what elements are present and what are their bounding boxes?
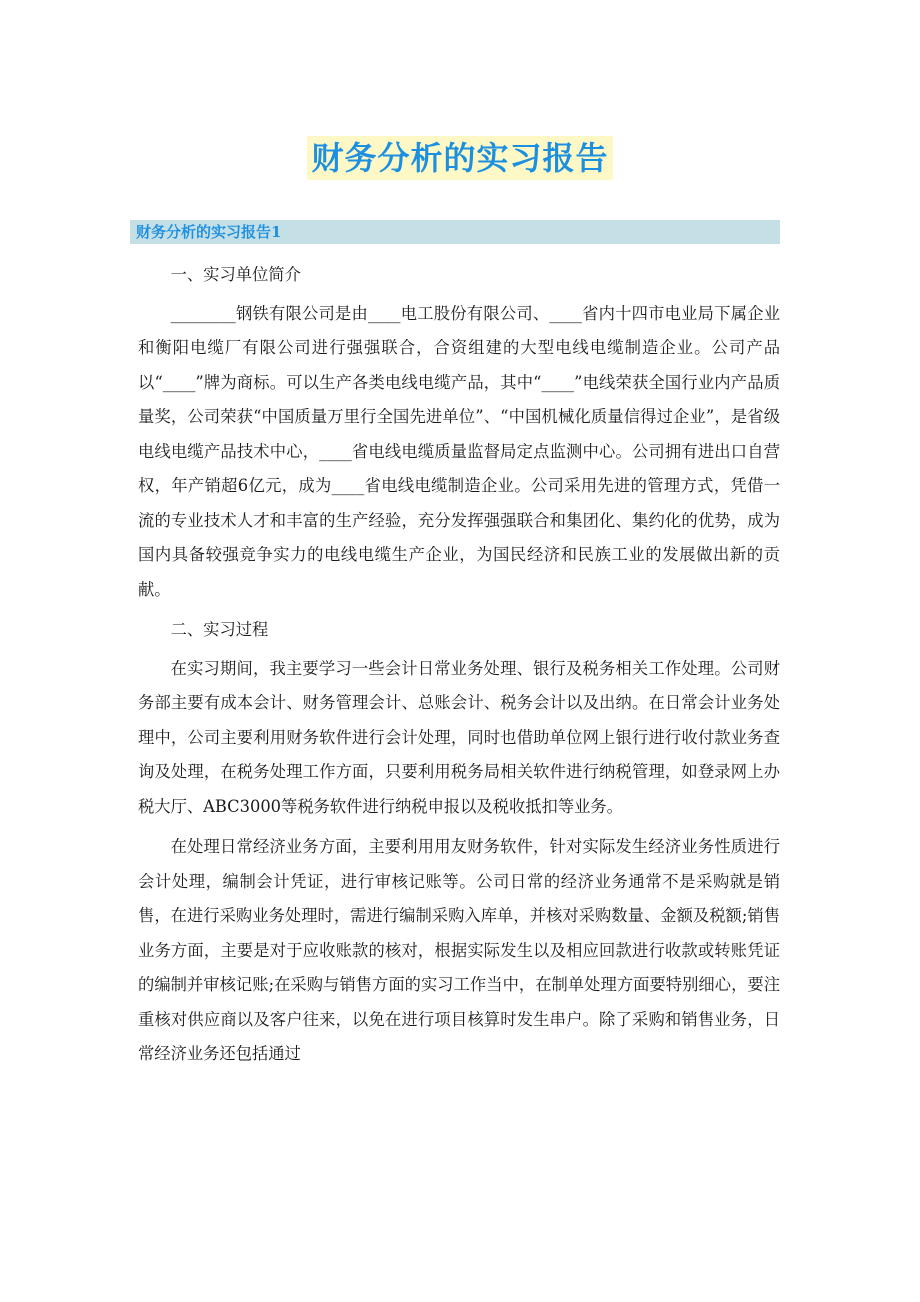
document-body — [138, 258, 780, 1078]
title-wrapper — [0, 136, 920, 180]
paragraph-internship-duties: 在实习期间，我主要学习一些会计日常业务处理、银行及税务相关工作处理。公司财务部主要有成本会计、财务管理会计、总账会计、税务会计以及出纳。在日常会计业务处理中，公司主要利用财务软件进行会计处理，同时也借助单位网上银行进行收付款业务查询及处理，在税务处理工作方面，只要利用税务局相关软件进行纳税管理，如登录网上办税大厅、ABC3000等税务软件进行纳税申报以及税收抵扣等业务。 — [138, 658, 780, 816]
section-header-bar — [130, 220, 780, 244]
document-title: 财务分析的实习报告 — [307, 136, 612, 180]
paragraph-daily-business: 在处理日常经济业务方面，主要利用用友财务软件，针对实际发生经济业务性质进行会计处理，编制会计凭证，进行审核记账等。公司日常的经济业务通常不是采购就是销售，在进行采购业务处理时，需进行编制采购入库单，并核对采购数量、金额及税额;销售业务方面，主要是对于应收账款的核对，根据实际发生以及相应回款进行收款或转账凭证的编制并审核记账;在采购与销售方面的实习工作当中，在制单处理方面要特别细心，要注重核对供应商以及客户往来，以免在进行项目核算时发生串户。除了采购和销售业务，日常经济业务还包括通过 — [138, 837, 780, 1063]
heading-company-intro: 一、实习单位简介 — [170, 265, 301, 284]
section-header-label: 财务分析的实习报告1 — [136, 223, 282, 241]
paragraph-company-intro: ________钢铁有限公司是由____电工股份有限公司、____省内十四市电业局下属企业和衡阳电缆厂有限公司进行强强联合，合资组建的大型电线电缆制造企业。公司产品以“____”牌为商标。可以生产各类电线电缆产品，其中“____”电线荣获全国行业内产品质量奖，公司荣获“中国质量万里行全国先进单位”、“中国机械化质量信得过企业”，是省级电线电缆产品技术中心，____省电线电缆质量监督局定点监测中心。公司拥有进出口自营权，年产销超6亿元，成为____省电线电缆制造企业。公司采用先进的管理方式，凭借一流的专业技术人才和丰富的生产经验，充分发挥强强联合和集团化、集约化的优势，成为国内具备较强竞争实力的电线电缆生产企业，为国民经济和民族工业的发展做出新的贡献。 — [138, 303, 780, 599]
heading-internship-process: 二、实习过程 — [170, 620, 269, 639]
